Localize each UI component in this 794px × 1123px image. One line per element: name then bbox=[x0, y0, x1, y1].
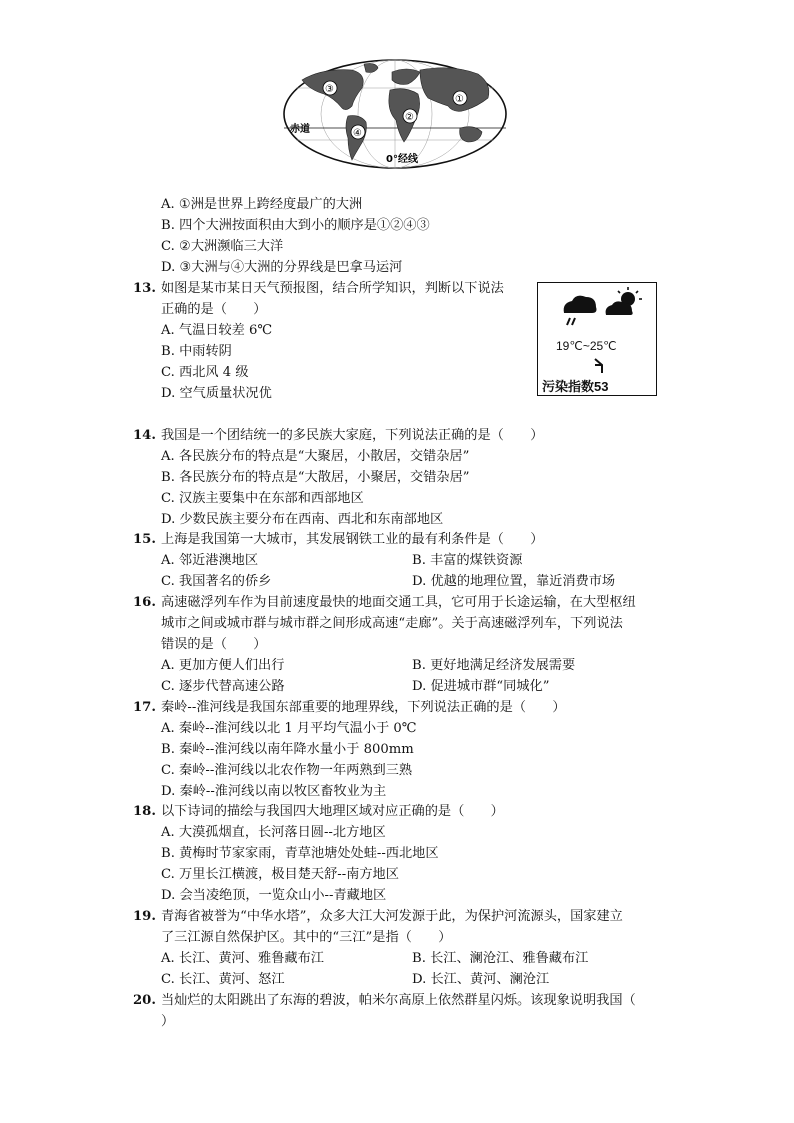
q16-stem-2: 城市之间或城市群与城市群之间形成高速“走廊”。关于高速磁浮列车，下列说法 bbox=[161, 616, 623, 631]
q15-option-a: A. 邻近港澳地区 bbox=[161, 553, 259, 568]
equator-label: 赤道 bbox=[290, 124, 310, 135]
q19-stem-2: 了三江源自然保护区。其中的“三江”是指（ ） bbox=[161, 930, 452, 945]
q19-option-d: D. 长江、黄河、澜沧江 bbox=[412, 972, 550, 987]
q14-option-c: C. 汉族主要集中在东部和西部地区 bbox=[161, 491, 364, 506]
q17-option-a: A. 秦岭--淮河线以北 1 月平均气温小于 0℃ bbox=[161, 721, 417, 736]
q15-option-b: B. 丰富的煤铁资源 bbox=[412, 553, 523, 568]
q19-option-b: B. 长江、澜沧江、雅鲁藏布江 bbox=[412, 951, 589, 966]
q14-stem: 我国是一个团结统一的多民族大家庭，下列说法正确的是（ ） bbox=[161, 428, 544, 443]
q15-option-c: C. 我国著名的侨乡 bbox=[161, 574, 272, 589]
q18-option-a: A. 大漠孤烟直，长河落日圆--北方地区 bbox=[161, 825, 386, 840]
q14-number: 14. bbox=[133, 428, 156, 443]
meridian-label: 0°经线 bbox=[386, 154, 418, 165]
q14-option-b: B. 各民族分布的特点是“大散居，小聚居，交错杂居” bbox=[161, 470, 470, 485]
q17-stem: 秦岭--淮河线是我国东部重要的地理界线，下列说法正确的是（ ） bbox=[161, 700, 566, 715]
map-label-4: ④ bbox=[353, 128, 362, 139]
q13-stem-1: 如图是某市某日天气预报图，结合所学知识，判断以下说法 bbox=[161, 281, 504, 296]
wind-symbol-icon bbox=[592, 355, 612, 375]
q16-option-c: C. 逐步代替高速公路 bbox=[161, 679, 285, 694]
q15-option-d: D. 优越的地理位置，靠近消费市场 bbox=[412, 574, 616, 589]
q15-number: 15. bbox=[133, 532, 156, 547]
q19-option-c: C. 长江、黄河、怒江 bbox=[161, 972, 285, 987]
q13-option-a: A. 气温日较差 6℃ bbox=[161, 323, 273, 338]
q18-option-c: C. 万里长江横渡，极目楚天舒--南方地区 bbox=[161, 867, 399, 882]
q12-option-c: C. ②大洲濒临三大洋 bbox=[161, 239, 284, 254]
q12-option-b: B. 四个大洲按面积由大到小的顺序是①②④③ bbox=[161, 218, 430, 233]
sun-cloud-icon bbox=[602, 285, 644, 321]
q16-option-a: A. 更加方便人们出行 bbox=[161, 658, 285, 673]
q15-stem: 上海是我国第一大城市，其发展钢铁工业的最有利条件是（ ） bbox=[161, 532, 544, 547]
q17-option-d: D. 秦岭--淮河线以南以牧区畜牧业为主 bbox=[161, 784, 387, 799]
weather-temp: 19℃~25℃ bbox=[556, 339, 617, 353]
q13-option-c: C. 西北风 4 级 bbox=[161, 365, 249, 380]
pollution-index: 污染指数53 bbox=[542, 379, 609, 394]
q18-number: 18. bbox=[133, 804, 156, 819]
q20-stem-1: 当灿烂的太阳跳出了东海的碧波，帕米尔高原上依然群星闪烁。该现象说明我国（ bbox=[161, 993, 636, 1008]
map-label-1: ① bbox=[455, 94, 464, 105]
q16-number: 16. bbox=[133, 595, 156, 610]
q18-option-b: B. 黄梅时节家家雨，青草池塘处处蛙--西北地区 bbox=[161, 846, 439, 861]
weather-forecast-figure bbox=[537, 282, 657, 396]
q17-option-c: C. 秦岭--淮河线以北农作物一年两熟到三熟 bbox=[161, 763, 413, 778]
q13-option-d: D. 空气质量状况优 bbox=[161, 386, 272, 401]
q12-option-a: A. ①洲是世界上跨经度最广的大洲 bbox=[161, 197, 363, 212]
q16-stem-3: 错误的是（ ） bbox=[161, 637, 267, 652]
q19-option-a: A. 长江、黄河、雅鲁藏布江 bbox=[161, 951, 324, 966]
q14-option-d: D. 少数民族主要分布在西南、西北和东南部地区 bbox=[161, 512, 444, 527]
map-label-3: ③ bbox=[325, 84, 334, 95]
world-map-figure bbox=[282, 58, 508, 170]
q13-number: 13. bbox=[133, 281, 156, 296]
q19-number: 19. bbox=[133, 909, 156, 924]
q17-option-b: B. 秦岭--淮河线以南年降水量小于 800mm bbox=[161, 742, 414, 757]
q13-stem-2: 正确的是（ ） bbox=[161, 302, 267, 317]
q20-stem-2: ） bbox=[161, 1014, 175, 1029]
q16-option-b: B. 更好地满足经济发展需要 bbox=[412, 658, 576, 673]
q12-option-d: D. ③大洲与④大洲的分界线是巴拿马运河 bbox=[161, 260, 403, 275]
q18-stem: 以下诗词的描绘与我国四大地理区域对应正确的是（ ） bbox=[161, 804, 504, 819]
q20-number: 20. bbox=[133, 993, 156, 1008]
q13-option-b: B. 中雨转阴 bbox=[161, 344, 232, 359]
q19-stem-1: 青海省被誉为“中华水塔”，众多大江大河发源于此，为保护河流源头，国家建立 bbox=[161, 909, 623, 924]
q16-option-d: D. 促进城市群“同城化” bbox=[412, 679, 550, 694]
q17-number: 17. bbox=[133, 700, 156, 715]
map-label-2: ② bbox=[405, 112, 414, 123]
q18-option-d: D. 会当凌绝顶，一览众山小--青藏地区 bbox=[161, 888, 387, 903]
rain-cloud-icon bbox=[558, 291, 600, 331]
q16-stem-1: 高速磁浮列车作为目前速度最快的地面交通工具，它可用于长途运输，在大型枢纽 bbox=[161, 595, 636, 610]
q14-option-a: A. 各民族分布的特点是“大聚居，小散居，交错杂居” bbox=[161, 449, 470, 464]
